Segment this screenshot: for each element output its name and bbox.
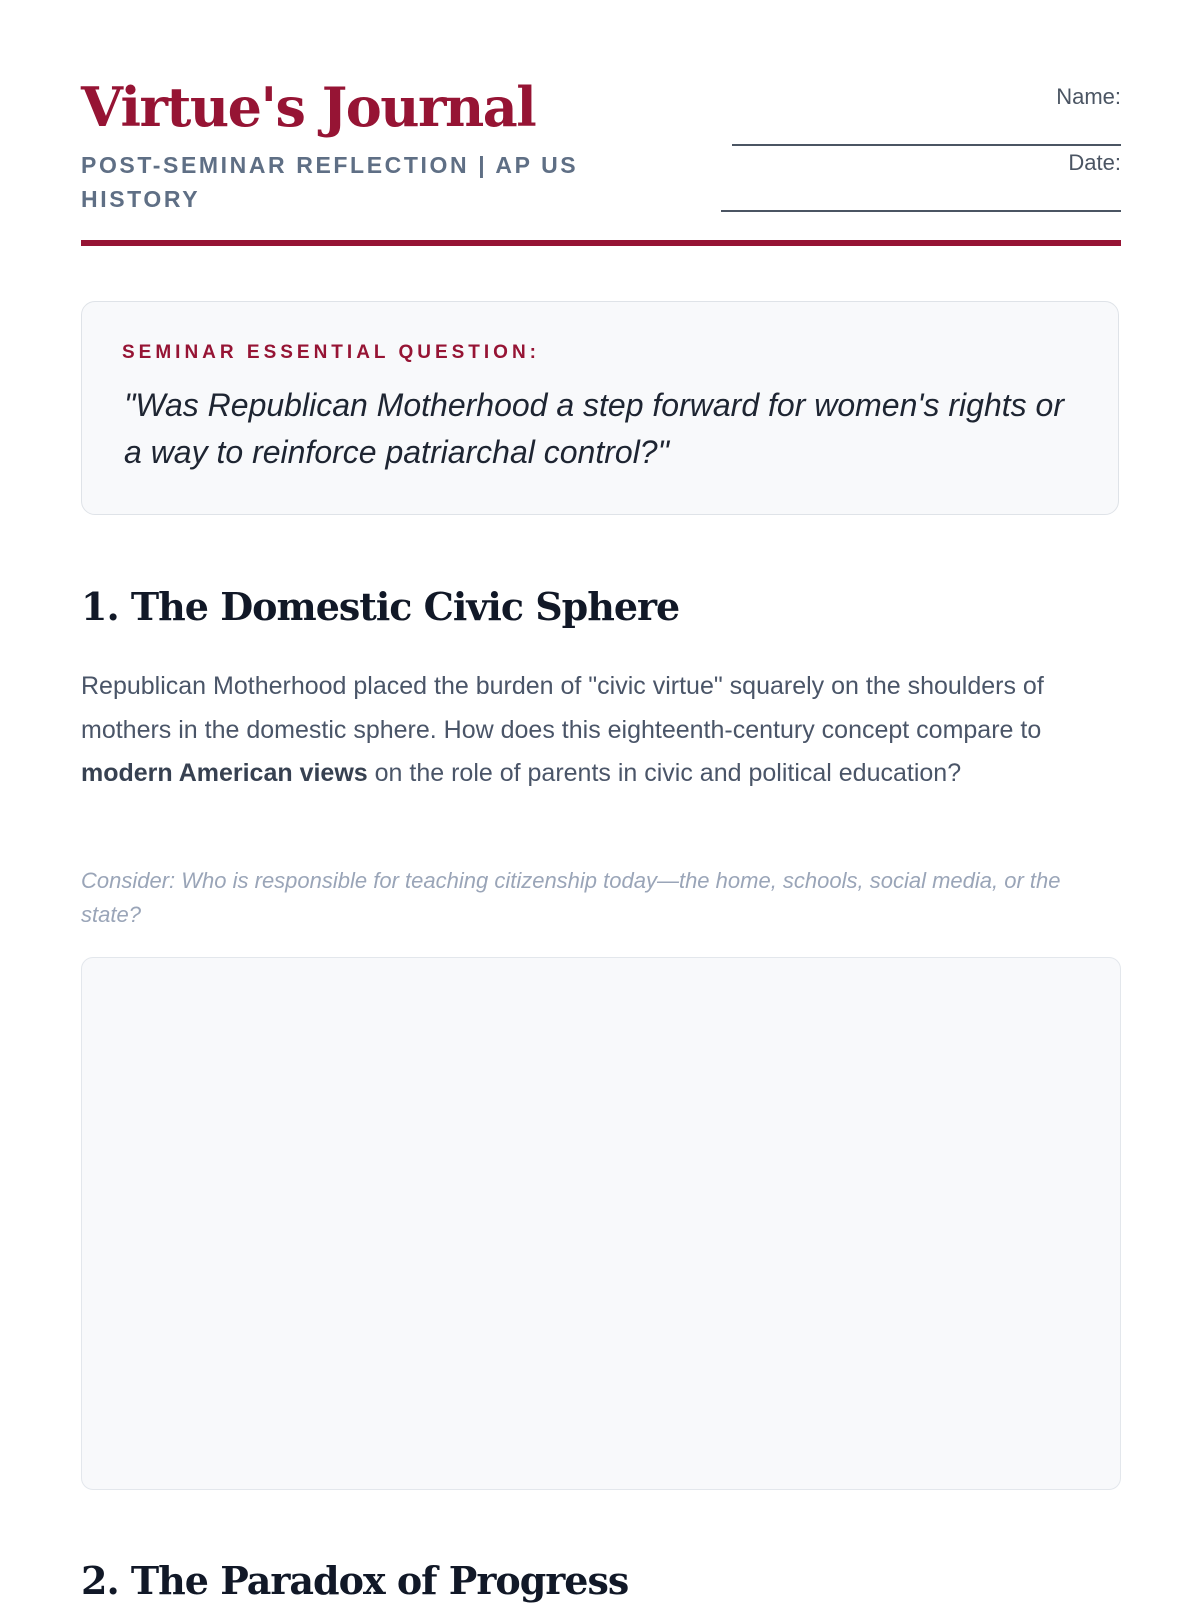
- name-field[interactable]: [732, 114, 1121, 146]
- page-header: [81, 0, 1121, 248]
- section-heading-2: 2. The Paradox of Progress: [81, 1558, 629, 1603]
- header-divider: [81, 240, 1121, 246]
- prompt-emphasis: modern American views: [81, 759, 368, 787]
- date-label: Date:: [1068, 150, 1121, 175]
- section-1-answer-box[interactable]: [81, 957, 1121, 1490]
- prompt-text-before: Republican Motherhood placed the burden of "civic virtue" squarely on the shoulders of mothers in the domestic sphere. How does this eighteenth-century concept compare to: [81, 672, 1044, 744]
- journal-page: [81, 0, 1121, 1603]
- essential-question-box: [81, 301, 1119, 515]
- prompt-text-after: on the role of parents in civic and political education?: [367, 759, 962, 787]
- section-1-prompt: [81, 665, 1121, 796]
- essential-question-label: SEMINAR ESSENTIAL QUESTION:: [122, 342, 541, 363]
- essential-question-text: "Was Republican Motherhood a step forward for women's rights or a way to reinforce patriarchal control?": [124, 387, 1064, 470]
- section-heading-1: 1. The Domestic Civic Sphere: [81, 584, 680, 629]
- section-1-consider-hint: Consider: Who is responsible for teaching citizenship today—the home, schools, social media, or the state?: [81, 868, 1061, 927]
- date-field[interactable]: [721, 180, 1121, 212]
- page-subtitle: POST-SEMINAR REFLECTION | AP US HISTORY: [81, 152, 579, 212]
- page-title: Virtue's Journal: [81, 75, 536, 139]
- student-meta: [701, 80, 1121, 212]
- name-label: Name:: [1056, 84, 1121, 109]
